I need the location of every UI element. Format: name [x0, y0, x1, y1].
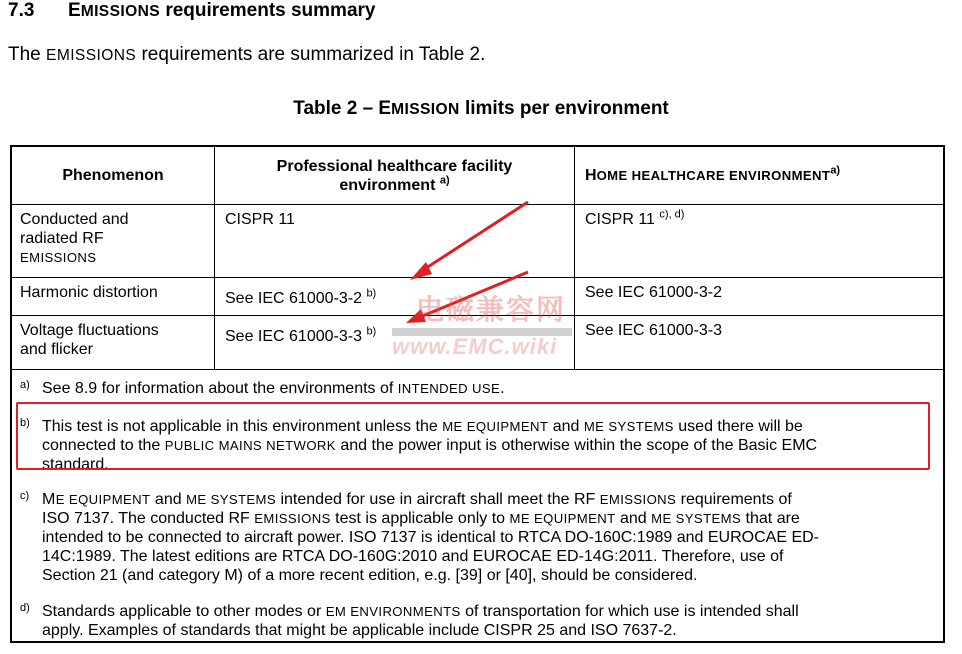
row2-phen: Harmonic distortion [20, 284, 158, 301]
fb-l1c: and [548, 418, 584, 435]
fb-l1e: used there will be [673, 418, 803, 435]
row1-home: CISPR 11 [585, 211, 655, 228]
header-professional-line1: Professional healthcare facility [276, 157, 513, 175]
fd-l1c: of transportation for which use is intended shall [460, 603, 799, 620]
fc-l2f: ME SYSTEMS [651, 511, 742, 526]
fa-sc: INTENDED USE [397, 381, 501, 396]
heading-text-c: requirements summary [160, 0, 376, 21]
intro-c: requirements are summarized in Table 2. [136, 44, 486, 65]
row3-prof: See IEC 61000-3-3 [225, 328, 362, 345]
watermark-chinese: 电磁兼容网 [416, 293, 567, 326]
header-phenomenon-text: Phenomenon [62, 167, 164, 184]
row3-phen-l1: Voltage fluctuations [20, 322, 159, 339]
caption-a: Table 2 – E [293, 98, 392, 119]
fb-l3: standard. [42, 456, 109, 473]
fa-pre: See 8.9 for information about the environments of [42, 380, 398, 397]
fc-l3: intended to be connected to aircraft power. ISO 7137 is identical to RTCA DO-160C:1989 and EUROCAE ED- [42, 529, 820, 546]
fc-l2c: test is applicable only to [330, 510, 510, 527]
row3-home: See IEC 61000-3-3 [585, 322, 722, 339]
row1-prof: CISPR 11 [225, 211, 295, 228]
watermark [392, 290, 572, 360]
row1-phen-l2: radiated RF [20, 230, 104, 247]
header-professional-sup: a) [439, 174, 450, 187]
row1-home-sup: c), d) [659, 208, 685, 221]
header-professional-line2: environment [339, 176, 436, 194]
fd-l1b: EM ENVIRONMENTS [325, 604, 461, 619]
fb-l2b: PUBLIC MAINS NETWORK [164, 438, 336, 453]
header-home-sup: a) [830, 164, 841, 177]
heading-text-b: MISSIONS [80, 3, 161, 20]
footnote-c-marker: c) [20, 490, 30, 502]
fc-l2a: ISO 7137. The conducted RF [42, 510, 255, 527]
fd-l2: apply. Examples of standards that might be applicable include CISPR 25 and ISO 7637-2. [42, 622, 677, 639]
fc-l1e: EMISSIONS [599, 492, 677, 507]
fc-l4: 14C:1989. The latest editions are RTCA DO-160G:2010 and EUROCAE ED-14G:2011. Therefore, use of [42, 548, 784, 565]
row3-phen-l2: and flicker [20, 341, 93, 358]
watermark-url: www.EMC.wiki [392, 334, 558, 359]
fc-l2e: and [615, 510, 652, 527]
header-home-sc: OME HEALTHCARE ENVIRONMENT [596, 168, 831, 183]
fc-l1c: ME SYSTEMS [186, 492, 277, 507]
fb-l2c: and the power input is otherwise within the scope of the Basic EMC [335, 437, 818, 454]
row1-phen-l3: EMISSIONS [20, 250, 97, 265]
fc-l1b: and [150, 491, 187, 508]
fc-l1d: intended for use in aircraft shall meet the RF [276, 491, 600, 508]
footnote-a-marker: a) [20, 379, 30, 391]
caption-c: limits per environment [459, 98, 669, 119]
fb-l2a: connected to the [42, 437, 165, 454]
fa-post: . [500, 380, 505, 397]
fc-l1a: ME EQUIPMENT [42, 491, 151, 508]
row2-prof: See IEC 61000-3-2 [225, 290, 362, 307]
section-number: 7.3 [8, 0, 35, 21]
intro-a: The [8, 44, 47, 65]
row2-home: See IEC 61000-3-2 [585, 284, 722, 301]
fc-l1f: requirements of [676, 491, 792, 508]
arrow-icon [410, 202, 528, 280]
fc-l2d: ME EQUIPMENT [509, 511, 616, 526]
fb-l1d: ME SYSTEMS [583, 419, 674, 434]
row1-phen-l1: Conducted and [20, 211, 129, 228]
fc-l2b: EMISSIONS [254, 511, 331, 526]
caption-b: MISSION [391, 101, 460, 118]
fd-l1a: Standards applicable to other modes or [42, 603, 326, 620]
intro-b: EMISSIONS [46, 47, 137, 64]
footnote-b-marker: b) [20, 417, 30, 429]
header-home-first: H [585, 167, 597, 184]
row3-prof-sup: b) [366, 325, 377, 338]
footnote-d-marker: d) [20, 602, 30, 614]
fb-l1a: This test is not applicable in this environment unless the [42, 418, 443, 435]
heading-text-a: E [68, 0, 81, 21]
fb-l1b: ME EQUIPMENT [442, 419, 549, 434]
row2-prof-sup: b) [366, 287, 377, 300]
fc-l5: Section 21 (and category M) of a more recent edition, e.g. [39] or [40], should be considered. [42, 567, 698, 584]
fc-l2g: that are [741, 510, 800, 527]
